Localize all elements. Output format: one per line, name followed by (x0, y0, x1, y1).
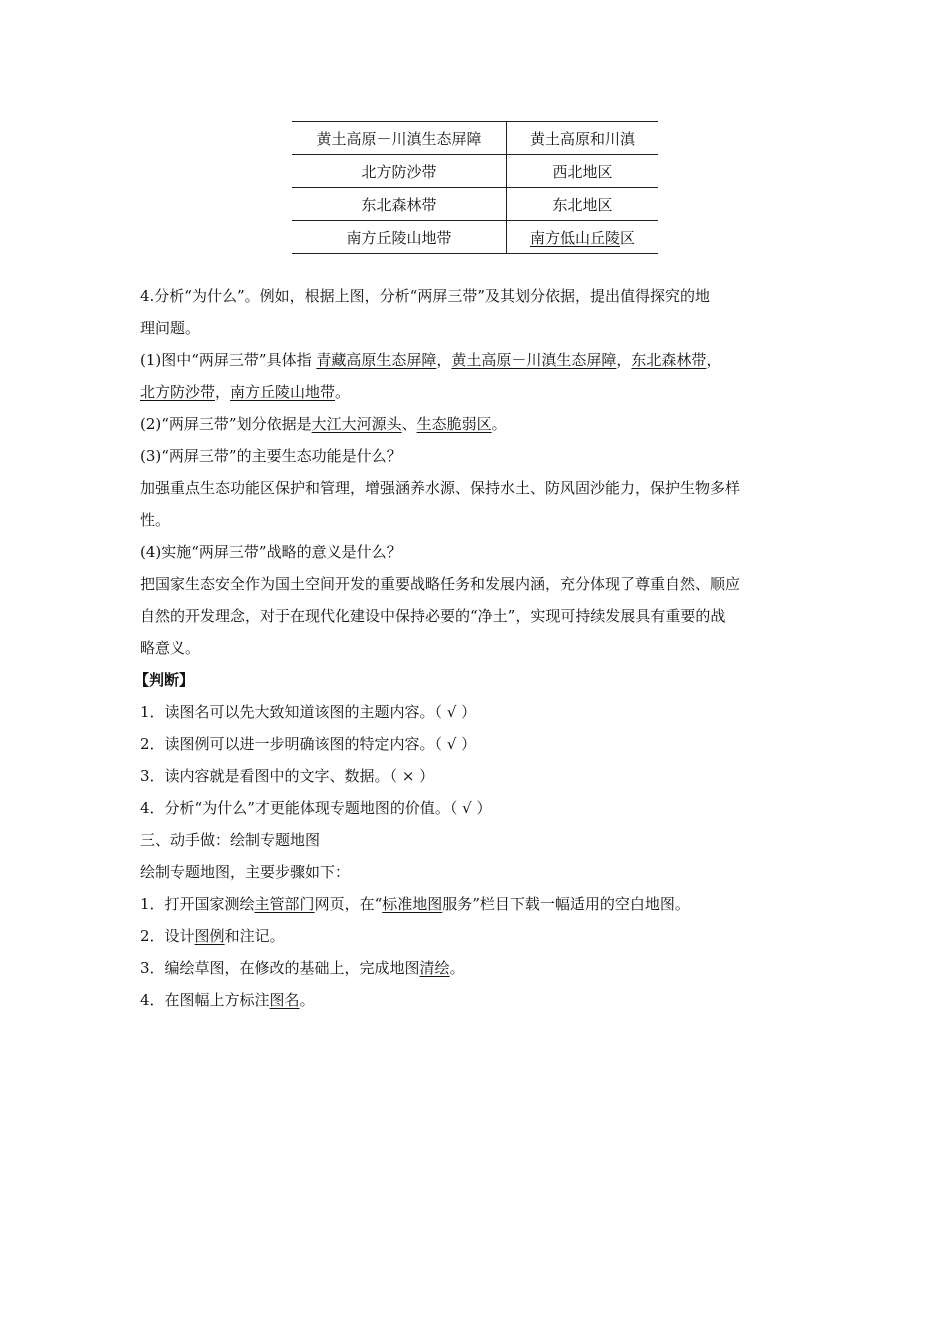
answer-blank: 图例 (194, 927, 225, 945)
comma: ， (436, 351, 452, 369)
part3-heading: 三、动手做：绘制专题地图 (140, 831, 321, 849)
answer-blank: 生态脆弱区 (416, 415, 492, 433)
table-row (292, 122, 658, 155)
question-2 (140, 414, 507, 434)
question-1-prefix: (1)图中“两屏三带”具体指 (140, 351, 317, 369)
judge-heading: 【判断】 (134, 671, 195, 689)
judge-item: 3．读内容就是看图中的文字、数据。（ × ） (140, 767, 435, 785)
answer-blank: 标准地图 (382, 895, 443, 913)
answer-blank: 北方防沙带 (140, 383, 216, 401)
table-row (292, 188, 658, 221)
part3-intro: 绘制专题地图，主要步骤如下： (140, 863, 351, 881)
step-text: 和注记。 (224, 927, 285, 945)
answer-blank: 南方丘陵山地带 (230, 383, 336, 401)
answer-3-line1: 加强重点生态功能区保护和管理，增强涵养水源、保持水土、防风固沙能力，保护生物多样 (140, 479, 741, 497)
step-3 (140, 958, 465, 978)
table-cell: 黄土高原－川滇生态屏障 (292, 122, 507, 155)
table-cell: 西北地区 (507, 155, 659, 188)
answer-blank: 清绘 (419, 959, 450, 977)
question-3: (3)“两屏三带”的主要生态功能是什么？ (140, 447, 402, 465)
period: 。 (491, 415, 507, 433)
cell-suffix: 区 (620, 228, 636, 247)
table-cell: 东北地区 (507, 188, 659, 221)
ecological-zone-table (292, 121, 658, 254)
judge-item: 2．读图例可以进一步明确该图的特定内容。（ √ ） (140, 735, 477, 753)
step-text: 4．在图幅上方标注 (140, 991, 270, 1009)
answer-4-line2: 自然的开发理念，对于在现代化建设中保持必要的“净土”，实现可持续发展具有重要的战 (140, 607, 726, 625)
period: 。 (335, 383, 351, 401)
answer-blank: 青藏高原生态屏障 (316, 351, 437, 369)
judge-item: 1．读图名可以先大致知道该图的主题内容。（ √ ） (140, 703, 477, 721)
comma: ， (215, 383, 231, 401)
comma: ， (616, 351, 632, 369)
step-text: 1．打开国家测绘 (140, 895, 255, 913)
enumeration-comma: 、 (401, 415, 417, 433)
table-cell: 南方丘陵山地带 (292, 221, 507, 254)
step-4 (140, 990, 315, 1010)
answer-blank: 图名 (269, 991, 300, 1009)
question-1 (140, 350, 721, 370)
answer-blank: 黄土高原－川滇生态屏障 (451, 351, 617, 369)
table-row (292, 221, 658, 254)
step-text: 。 (449, 959, 465, 977)
judge-item: 4．分析“为什么”才更能体现专题地图的价值。（ √ ） (140, 799, 492, 817)
step-text: 。 (299, 991, 315, 1009)
answer-blank: 东北森林带 (631, 351, 707, 369)
step-2 (140, 926, 285, 946)
step-text: 2．设计 (140, 927, 195, 945)
section4-intro-line2: 理问题。 (140, 319, 201, 337)
answer-4-line3: 略意义。 (140, 639, 201, 657)
answer-4-line1: 把国家生态安全作为国土空间开发的重要战略任务和发展内涵，充分体现了尊重自然、顺应 (140, 575, 741, 593)
answer-blank: 大江大河源头 (311, 415, 402, 433)
table-cell: 东北森林带 (292, 188, 507, 221)
step-1 (140, 894, 690, 914)
table-cell: 北方防沙带 (292, 155, 507, 188)
step-text: 3．编绘草图，在修改的基础上，完成地图 (140, 959, 420, 977)
step-text: 服务”栏目下载一幅适用的空白地图。 (442, 895, 690, 913)
step-text: 网页，在“ (314, 895, 383, 913)
table-cell (507, 221, 659, 254)
table-cell: 黄土高原和川滇 (507, 122, 659, 155)
question-4: (4)实施“两屏三带”战略的意义是什么？ (140, 543, 402, 561)
table-row (292, 155, 658, 188)
underlined-answer: 南方低山丘陵 (529, 228, 620, 247)
question-1-cont (140, 382, 350, 402)
comma: ， (706, 351, 722, 369)
answer-blank: 主管部门 (254, 895, 315, 913)
question-2-prefix: (2)“两屏三带”划分依据是 (140, 415, 312, 433)
answer-3-line2: 性。 (140, 511, 171, 529)
section4-intro-line1: 4.分析“为什么”。例如，根据上图，分析“两屏三带”及其划分依据，提出值得探究的地 (140, 287, 710, 305)
